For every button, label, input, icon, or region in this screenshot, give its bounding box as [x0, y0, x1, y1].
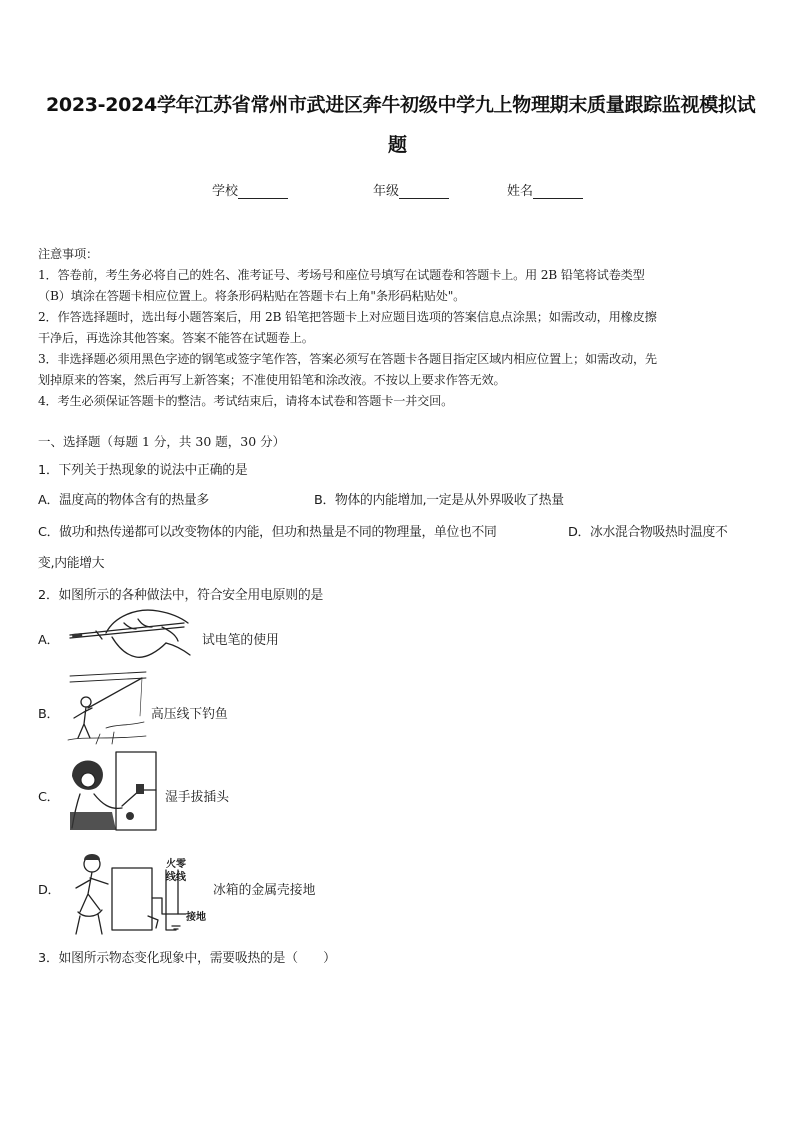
name-blank[interactable] [533, 184, 583, 199]
section-heading: 一、选择题（每题 1 分，共 30 题，30 分） [38, 434, 286, 449]
school-field[interactable] [212, 180, 288, 199]
page-title-line1: 2023-2024学年江苏省常州市武进区奔牛初级中学九上物理期末质量跟踪监视模拟试 [46, 94, 756, 116]
option-c-caption: 湿手拔插头 [165, 790, 229, 805]
option-a[interactable]: A．温度高的物体含有的热量多 [38, 493, 209, 508]
notes-line: 4．考生必须保证答题卡的整洁。考试结束后，请将本试卷和答题卡一并交回。 [38, 394, 454, 408]
fridge-label-ground: 接地 [186, 912, 206, 923]
option-b[interactable]: B．物体的内能增加,一定是从外界吸收了热量 [314, 493, 564, 508]
notes-line: 划掉原来的答案，然后再写上新答案；不准使用铅笔和涂改液。不按以上要求作答无效。 [38, 373, 506, 387]
option-d-caption: 冰箱的金属壳接地 [213, 883, 316, 898]
notes-line: （B）填涂在答题卡相应位置上。将条形码粘贴在答题卡右上角"条形码粘贴处"。 [38, 289, 466, 303]
wet-hand-plug-illustration [66, 750, 162, 832]
option-a-caption: 试电笔的使用 [202, 633, 279, 648]
notes-line: 3．非选择题必须用黑色字迹的钢笔或签字笔作答，答案必须写在答题卡各题目指定区域内相应位置上；如需改动，先 [38, 352, 657, 366]
notes-line: 1．答卷前，考生务必将自己的姓名、准考证号、考场号和座位号填写在试题卷和答题卡上。用 2B 铅笔将试卷类型 [38, 268, 645, 282]
fridge-label-fire: 火零 [166, 859, 186, 870]
option-b-caption: 高压线下钓鱼 [151, 707, 228, 722]
fridge-grounding-illustration [66, 850, 212, 936]
notes-line: 2．作答选择题时，选出每小题答案后，用 2B 铅笔把答题卡上对应题目选项的答案信息点涂黑；如需改动，用橡皮擦 [38, 310, 657, 324]
question-stem: 2．如图所示的各种做法中，符合安全用电原则的是 [38, 588, 324, 603]
page-title-line2: 题 [388, 134, 407, 156]
name-label: 姓名 [507, 184, 534, 199]
question-stem: 3．如图所示物态变化现象中，需要吸热的是（ ） [38, 951, 336, 966]
school-blank[interactable] [238, 184, 288, 199]
grade-label: 年级 [373, 184, 400, 199]
grade-blank[interactable] [399, 184, 449, 199]
option-d-continued: 变,内能增大 [38, 556, 105, 571]
option-d-label[interactable]: D． [38, 883, 61, 898]
notes-line: 干净后，再选涂其他答案。答案不能答在试题卷上。 [38, 331, 314, 345]
name-field[interactable] [507, 180, 583, 199]
option-b-label[interactable]: B． [38, 707, 59, 722]
grade-field[interactable] [373, 180, 449, 199]
school-label: 学校 [212, 184, 239, 199]
question-stem: 1．下列关于热现象的说法中正确的是 [38, 463, 248, 478]
option-a-label[interactable]: A． [38, 633, 59, 648]
option-d[interactable]: D．冰水混合物吸热时温度不 [568, 525, 728, 540]
test-pencil-illustration [66, 603, 196, 665]
fishing-illustration [66, 670, 148, 748]
option-c[interactable]: C．做功和热传递都可以改变物体的内能，但功和热量是不同的物理量，单位也不同 [38, 525, 497, 540]
notes-heading: 注意事项： [38, 247, 98, 261]
option-c-label[interactable]: C． [38, 790, 60, 805]
fridge-label-wire: 线线 [166, 872, 186, 883]
